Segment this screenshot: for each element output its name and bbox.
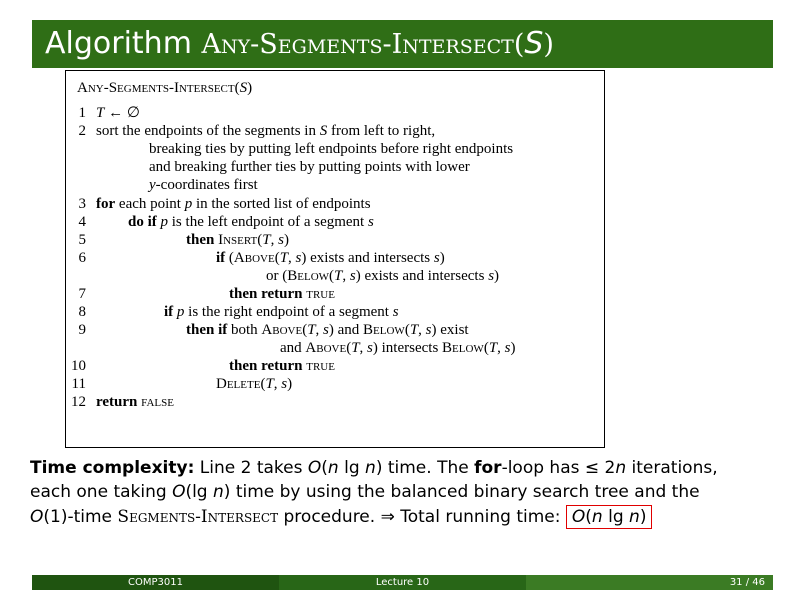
- line-number: 6: [78, 250, 86, 266]
- line-number: 3: [78, 196, 86, 212]
- code-line: and Above(T, s) intersects Below(T, s): [280, 340, 516, 356]
- code-line: if p is the right endpoint of a segment s: [164, 304, 399, 320]
- line-number: 5: [78, 232, 86, 248]
- line-number: 9: [78, 322, 86, 338]
- complexity-line-1: Time complexity: Line 2 takes O(n lg n) time. The for-loop has ≤ 2n iterations,: [30, 458, 718, 478]
- procedure-name: Segments-Intersect: [117, 507, 279, 527]
- pseudocode-header: Any-Segments-Intersect(S): [77, 80, 253, 96]
- code-line: and breaking further ties by putting points with lower: [149, 159, 470, 175]
- footer-course: COMP3011: [32, 575, 279, 590]
- line-number: 11: [71, 376, 86, 392]
- complexity-line-2: each one taking O(lg n) time by using the balanced binary search tree and the: [30, 482, 700, 502]
- code-line: do if p is the left endpoint of a segment s: [128, 214, 374, 230]
- code-line: for each point p in the sorted list of endpoints: [96, 196, 371, 212]
- code-line: if (Above(T, s) exists and intersects s): [216, 250, 445, 266]
- pseudocode-box: [65, 70, 605, 448]
- code-line: then return true: [229, 358, 335, 374]
- line-number: 2: [78, 123, 86, 139]
- code-line: then if both Above(T, s) and Below(T, s) exist: [186, 322, 469, 338]
- footer: [32, 575, 773, 590]
- title-algorithm-name: Any-Segments-Intersect: [201, 29, 514, 60]
- footer-page: 31 / 46: [526, 575, 773, 590]
- complexity-line-3: O(1)-time Segments-Intersect procedure. ⇒ Total running time: O(n lg n): [30, 505, 652, 529]
- total-runtime-box: O(n lg n): [566, 505, 653, 529]
- title-prefix: Algorithm: [45, 26, 192, 61]
- code-line: sort the endpoints of the segments in S from left to right,: [96, 123, 436, 139]
- line-number: 4: [78, 214, 86, 230]
- code-line: or (Below(T, s) exists and intersects s): [266, 268, 500, 284]
- slide-title: Algorithm Any-Segments-Intersect(S): [32, 20, 773, 68]
- code-line: then Insert(T, s): [186, 232, 289, 248]
- line-number: 7: [78, 286, 86, 302]
- line-number: 1: [78, 105, 86, 121]
- line-number: 12: [71, 394, 86, 410]
- line-number: 8: [78, 304, 86, 320]
- code-line: Delete(T, s): [216, 376, 293, 392]
- complexity-label: Time complexity:: [30, 458, 195, 478]
- code-line: then return true: [229, 286, 335, 302]
- code-line: breaking ties by putting left endpoints before right endpoints: [149, 141, 514, 157]
- code-line: return false: [96, 394, 174, 410]
- code-line: T ← ∅: [96, 105, 140, 121]
- code-line: y-coordinates first: [149, 177, 258, 193]
- line-number: 10: [71, 358, 86, 374]
- title-arg: S: [524, 26, 544, 61]
- footer-lecture: Lecture 10: [279, 575, 526, 590]
